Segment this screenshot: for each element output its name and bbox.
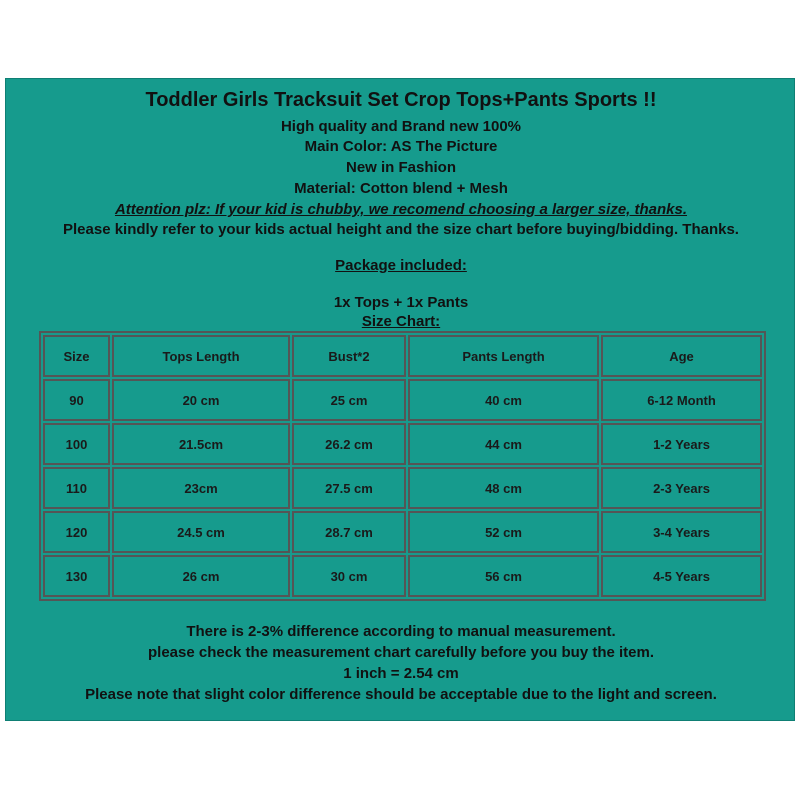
attention-note: Attention plz: If your kid is chubby, we recomend choosing a larger size, thanks. <box>114 201 688 218</box>
table-cell: 25 cm <box>292 379 406 421</box>
table-cell: 120 <box>43 511 110 553</box>
table-cell: 30 cm <box>292 555 406 597</box>
table-cell: 3-4 Years <box>601 511 762 553</box>
header-bust: Bust*2 <box>292 335 406 377</box>
quality-line: High quality and Brand new 100% <box>280 118 522 135</box>
table-cell: 21.5cm <box>112 423 290 465</box>
header-age: Age <box>601 335 762 377</box>
refer-note: Please kindly refer to your kids actual height and the size chart before buying/bidding. Thanks. <box>63 221 739 238</box>
table-cell: 27.5 cm <box>292 467 406 509</box>
header-pants-length: Pants Length <box>408 335 599 377</box>
table-cell: 56 cm <box>408 555 599 597</box>
table-cell: 1-2 Years <box>601 423 762 465</box>
package-heading: Package included: <box>335 257 467 274</box>
product-description-panel <box>5 78 795 721</box>
table-cell: 20 cm <box>112 379 290 421</box>
package-contents: 1x Tops + 1x Pants <box>333 294 469 311</box>
table-cell: 4-5 Years <box>601 555 762 597</box>
table-row <box>43 555 762 597</box>
table-cell: 2-3 Years <box>601 467 762 509</box>
color-difference-note: Please note that slight color difference should be acceptable due to the light and screen. <box>85 686 717 703</box>
size-chart-table <box>39 331 766 601</box>
table-cell: 130 <box>43 555 110 597</box>
table-cell: 28.7 cm <box>292 511 406 553</box>
table-cell: 100 <box>43 423 110 465</box>
table-cell: 52 cm <box>408 511 599 553</box>
fashion-line: New in Fashion <box>345 159 456 176</box>
measurement-difference-note: There is 2-3% difference according to manual measurement. <box>186 623 616 640</box>
header-size: Size <box>43 335 110 377</box>
table-cell: 90 <box>43 379 110 421</box>
check-chart-note: please check the measurement chart carefully before you buy the item. <box>147 644 654 661</box>
table-cell: 48 cm <box>408 467 599 509</box>
table-row <box>43 511 762 553</box>
table-row <box>43 379 762 421</box>
material-line: Material: Cotton blend + Mesh <box>294 180 508 197</box>
product-title: Toddler Girls Tracksuit Set Crop Tops+Pants Sports !! <box>145 89 657 111</box>
table-cell: 23cm <box>112 467 290 509</box>
table-row <box>43 467 762 509</box>
main-color-line: Main Color: AS The Picture <box>304 138 498 155</box>
table-cell: 40 cm <box>408 379 599 421</box>
table-cell: 44 cm <box>408 423 599 465</box>
table-cell: 6-12 Month <box>601 379 762 421</box>
table-cell: 26.2 cm <box>292 423 406 465</box>
inch-conversion-note: 1 inch = 2.54 cm <box>343 665 459 682</box>
table-cell: 110 <box>43 467 110 509</box>
table-row <box>43 423 762 465</box>
header-tops-length: Tops Length <box>112 335 290 377</box>
table-cell: 26 cm <box>112 555 290 597</box>
table-cell: 24.5 cm <box>112 511 290 553</box>
size-chart-heading: Size Chart: <box>361 313 441 330</box>
table-header-row <box>43 335 762 377</box>
